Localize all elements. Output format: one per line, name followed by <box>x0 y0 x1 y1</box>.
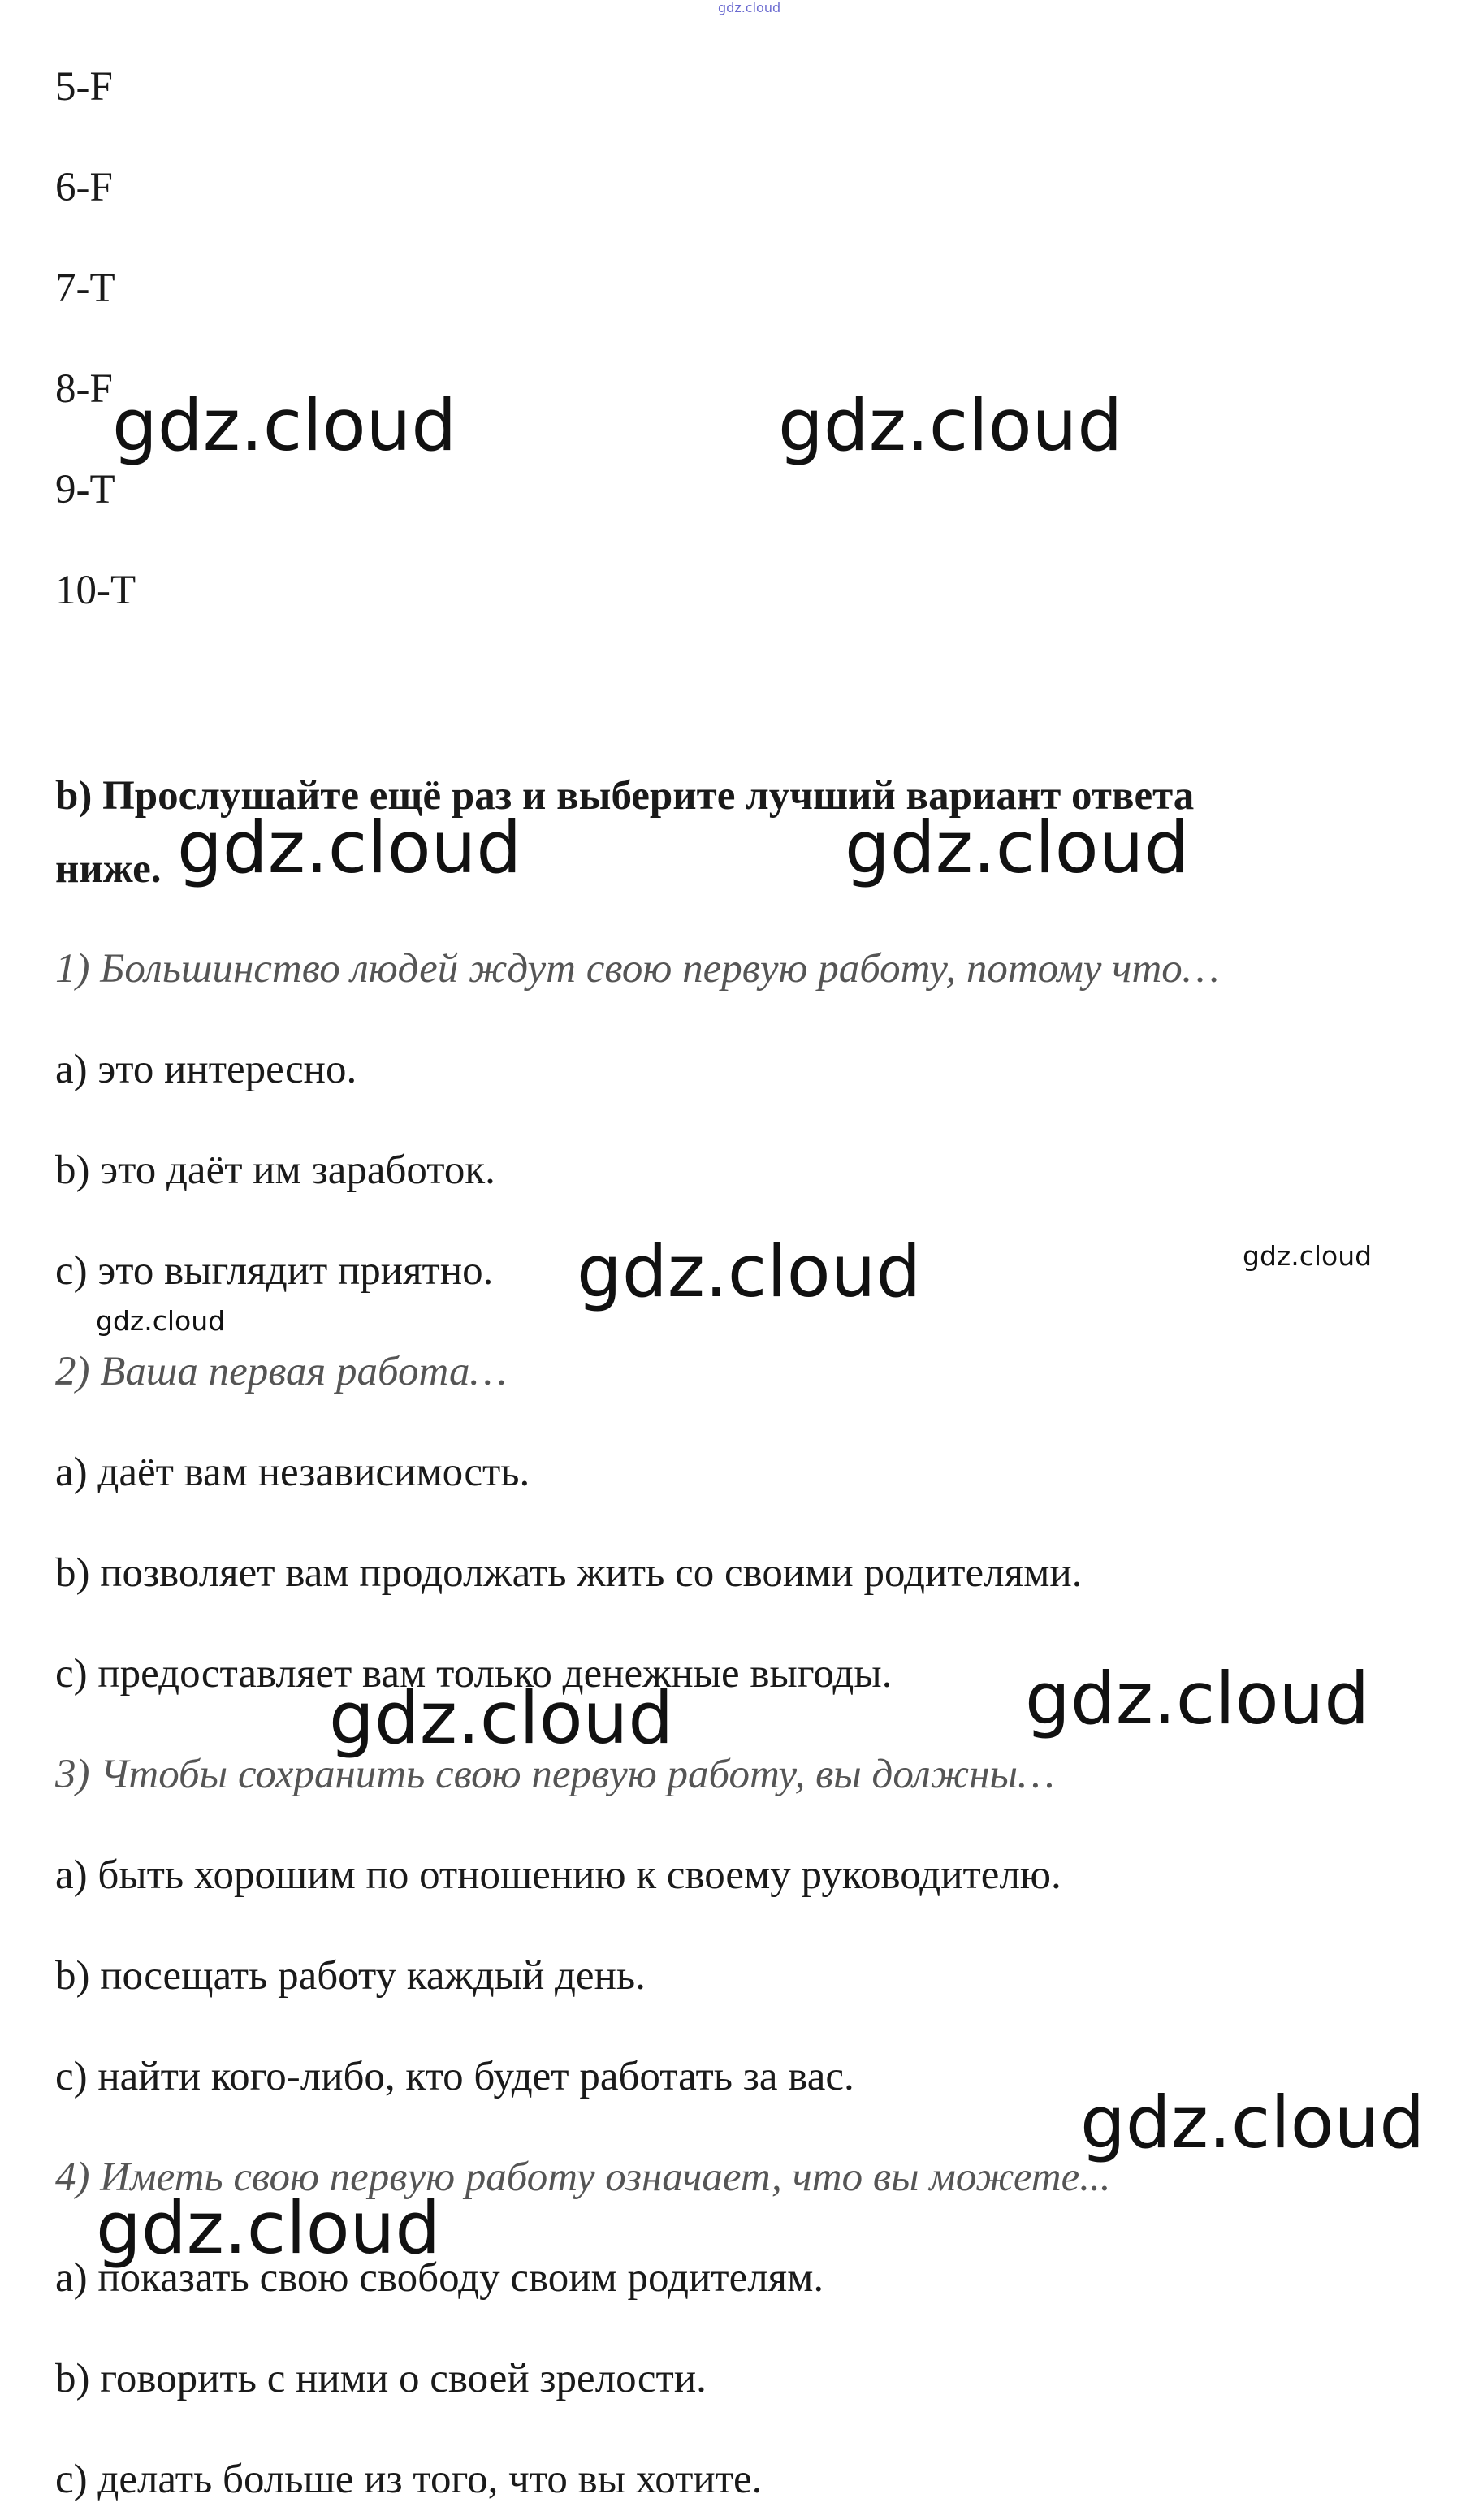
question-1-option-b: b) это даёт им заработок. <box>55 1148 495 1193</box>
watermark: gdz.cloud <box>112 383 457 467</box>
answer-7: 7-T <box>55 266 115 311</box>
question-1-option-c: c) это выглядит приятно. <box>55 1248 494 1294</box>
watermark: gdz.cloud <box>329 1676 674 1760</box>
question-2-option-a: a) даёт вам независимость. <box>55 1450 530 1495</box>
watermark-small: gdz.cloud <box>1243 1240 1373 1272</box>
question-4: 4) Иметь свою первую работу означает, что вы можете... <box>55 2155 1111 2200</box>
watermark: gdz.cloud <box>577 1230 922 1313</box>
section-heading-line1: b) Прослушайте ещё раз и выберите лучший вариант ответа <box>55 773 1195 819</box>
answer-9: 9-T <box>55 467 115 512</box>
question-3-option-b: b) посещать работу каждый день. <box>55 1953 646 1999</box>
watermark: gdz.cloud <box>177 806 522 889</box>
answer-8: 8-F <box>55 366 113 412</box>
question-2-option-c: c) предоставляет вам только денежные выгоды. <box>55 1651 893 1697</box>
question-2-option-b: b) позволяет вам продолжать жить со своими родителями. <box>55 1550 1083 1596</box>
watermark: gdz.cloud <box>845 806 1190 889</box>
watermark: gdz.cloud <box>96 2186 441 2270</box>
watermark-small: gdz.cloud <box>96 1305 226 1337</box>
question-4-option-a: a) показать свою свободу своим родителям. <box>55 2255 824 2301</box>
watermark-top: gdz.cloud <box>718 0 781 15</box>
question-2: 2) Ваша первая работа… <box>55 1349 507 1394</box>
answer-10: 10-T <box>55 568 136 613</box>
question-4-option-b: b) говорить с ними о своей зрелости. <box>55 2356 707 2401</box>
question-3-option-c: c) найти кого-либо, кто будет работать за вас. <box>55 2054 854 2099</box>
question-3-option-a: a) быть хорошим по отношению к своему руководителю. <box>55 1852 1061 1898</box>
answer-6: 6-F <box>55 165 113 210</box>
watermark: gdz.cloud <box>1080 2081 1425 2164</box>
watermark: gdz.cloud <box>1025 1657 1370 1740</box>
question-1: 1) Большинство людей ждут свою первую работу, потому что… <box>55 946 1220 992</box>
answer-5: 5-F <box>55 64 113 110</box>
question-1-option-a: a) это интересно. <box>55 1047 357 1092</box>
watermark: gdz.cloud <box>778 383 1123 467</box>
section-heading-line2: ниже. <box>55 846 162 892</box>
question-4-option-c: c) делать больше из того, что вы хотите. <box>55 2457 763 2502</box>
question-3: 3) Чтобы сохранить свою первую работу, вы должны… <box>55 1752 1055 1797</box>
